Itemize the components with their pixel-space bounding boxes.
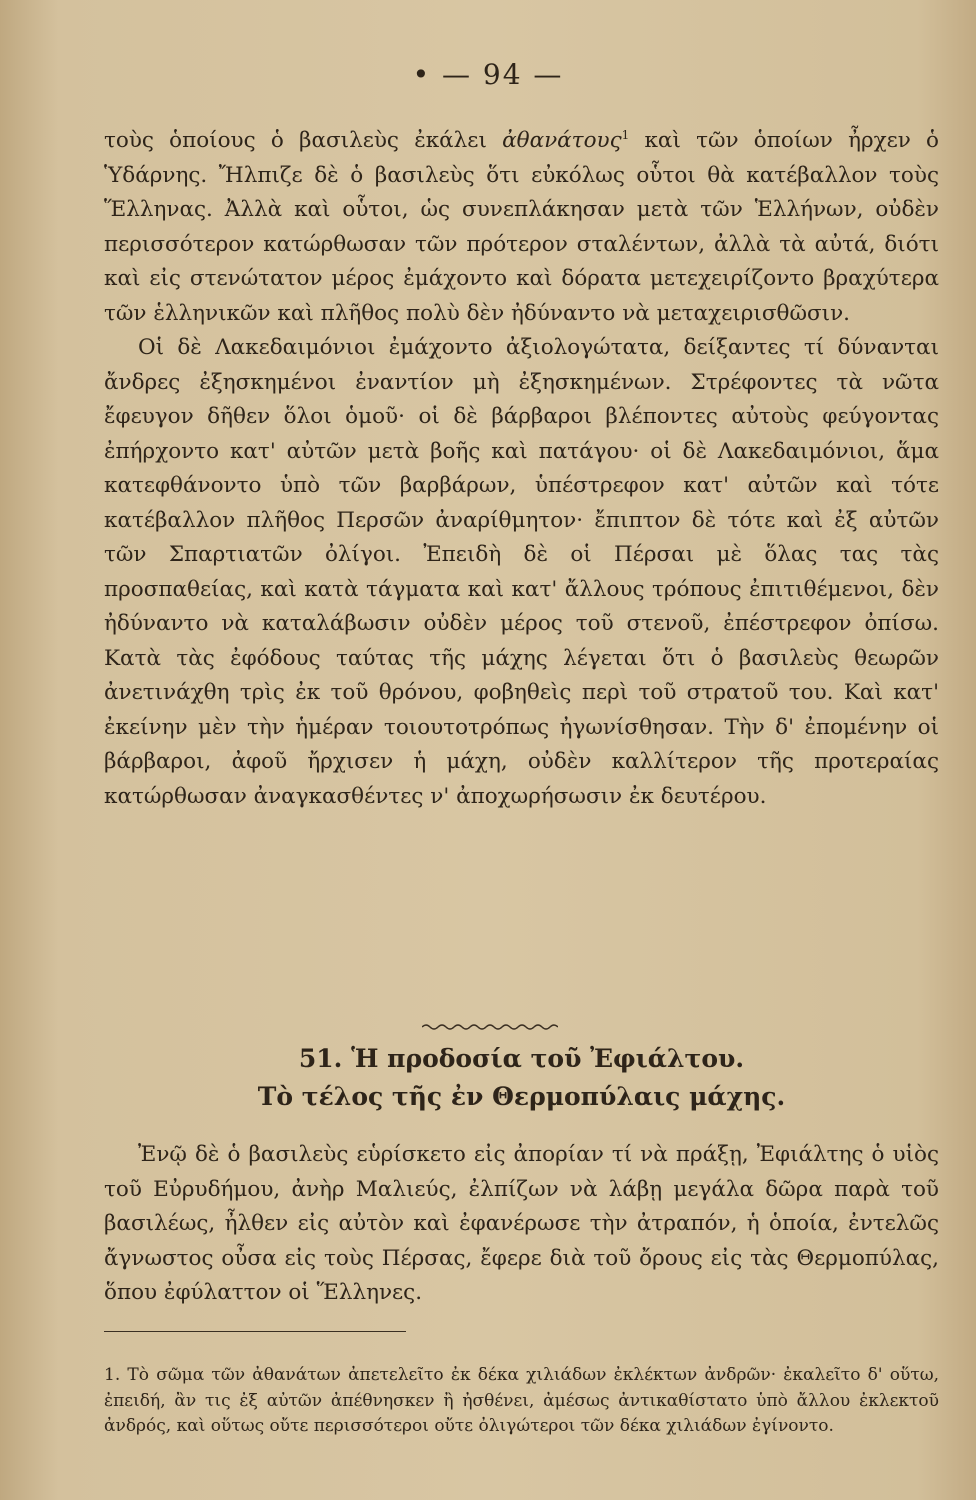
paragraph-lacedaemonians: Οἱ δὲ Λακεδαιμόνιοι ἐμάχοντο ἀξιολογώτατα, δείξαντες τί δύνανται ἄνδρες ἐξησκημένοι ἐναντίον μὴ ἐξησκημένων. Στρέφοντες τὰ νῶτα ἔφευγον δῆθεν ὅλοι ὁμοῦ· οἱ δὲ βάρβαροι βλέποντες αὐτοὺς φεύγοντας ἐπήρχοντο κατ' αὐτῶν μετὰ βοῆς καὶ πατάγου· οἱ δὲ Λακεδαιμόνιοι, ἅμα κατεφθάνοντο ὑπὸ τῶν βαρβάρων, ὑπέστρεφον κατ' αὐτῶν καὶ τότε κατέβαλλον πλῆθος Περσῶν ἀναρίθμητον· ἔπιπτον δὲ τότε καὶ ἐξ αὐτῶν τῶν Σπαρτιατῶν ὀλίγοι. Ἐπειδὴ δὲ οἱ Πέρσαι μὲ ὅλας τας τὰς προσπαθείας, καὶ κατὰ τάγματα καὶ κατ' ἄλλους τρόπους ἐπιτιθέμενοι, δὲν ἠδύναντο νὰ καταλάβωσιν οὐδὲν μέρος τοῦ στενοῦ, ἐπέστρεφον ὀπίσω. Κατὰ τὰς ἐφόδους ταύτας τῆς μάχης λέγεται ὅτι ὁ βασιλεὺς θεωρῶν ἀνετινάχθη τρὶς ἐκ τοῦ θρόνου, φοβηθεὶς περὶ τοῦ στρατοῦ του. Καὶ κατ' ἐκείνην μὲν τὴν ἡμέραν τοιουτοτρόπως ἠγωνίσθησαν. Τὴν δ' ἐπομένην οἱ βάρβαροι, ἀφοῦ ἤρχισεν ἡ μάχη, οὐδὲν καλλίτερον τῆς προτεραίας κατώρθωσαν ἀναγκασθέντες ν' ἀποχωρήσωσιν ἐκ δευτέρου.	[104, 335, 939, 809]
section-heading	[104, 1040, 939, 1116]
footnote: 1. Τὸ σῶμα τῶν ἀθανάτων ἀπετελεῖτο ἐκ δέκα χιλιάδων ἐκλέκτων ἀνδρῶν· ἐκαλεῖτο δ' οὕτω, ἐπειδή, ἂν τις ἐξ αὐτῶν ἀπέθνησκεν ἢ ἠσθένει, ἀμέσως ἀντικαθίστατο ὑπὸ ἄλλου ἐκλεκτοῦ ἀνδρός, καὶ οὕτως οὔτε περισσότεροι οὔτε ὀλιγώτεροι τῶν δέκα χιλιάδων ἐγίνοντο.	[104, 1365, 939, 1436]
footnote-rule	[104, 1331, 406, 1332]
paragraph-continuation	[104, 124, 939, 331]
section-title: 51. Ἡ προδοσία τοῦ Ἐφιάλτου.	[298, 1044, 745, 1073]
section-body	[104, 1138, 939, 1311]
footnote-reference: 1	[621, 127, 630, 142]
paragraph1-lead: τοὺς ὁποίους ὁ βασιλεὺς ἐκάλει	[104, 128, 503, 153]
main-text	[104, 124, 939, 814]
section-subtitle: Τὸ τέλος τῆς ἐν Θερμοπύλαις μάχης.	[257, 1082, 786, 1111]
page-number: • — 94 —	[412, 58, 564, 91]
paragraph-ephialtes: Ἐνῷ δὲ ὁ βασιλεὺς εὑρίσκετο εἰς ἀπορίαν τί νὰ πράξῃ, Ἐφιάλτης ὁ υἱὸς τοῦ Εὐρυδήμου, ἀνὴρ Μαλιεύς, ἐλπίζων νὰ λάβῃ μεγάλα δῶρα παρὰ τοῦ βασιλέως, ἦλθεν εἰς αὐτὸν καὶ ἐφανέρωσε τὴν ἀτραπόν, ἡ ὁποία, ἐντελῶς ἄγνωστος οὖσα εἰς τοὺς Πέρσας, ἔφερε διὰ τοῦ ὄρους εἰς τὰς Θερμοπύλας, ὅπου ἐφύλαττον οἱ Ἕλληνες.	[104, 1142, 939, 1305]
immortals-term: ἀθανάτους	[502, 128, 622, 153]
paragraph1-rest: καὶ τῶν ὁποίων ἦρχεν ὁ Ὑδάρνης. Ἤλπιζε δὲ ὁ βασιλεὺς ὅτι εὐκόλως οὗτοι θὰ κατέβαλλον τοὺς Ἕλληνας. Ἀλλὰ καὶ οὗτοι, ὡς συνεπλάκησαν μετὰ τῶν Ἑλλήνων, οὐδὲν περισσότερον κατώρθωσαν τῶν πρότερον σταλέντων, ἀλλὰ τὰ αὐτά, διότι καὶ εἰς στενώτατον μέρος ἐμάχοντο καὶ δόρατα μετεχειρίζοντο βραχύτερα τῶν ἑλληνικῶν καὶ πλῆθος πολὺ δὲν ἠδύναντο νὰ μεταχειρισθῶσιν.	[104, 128, 939, 326]
section-divider	[422, 1022, 558, 1032]
